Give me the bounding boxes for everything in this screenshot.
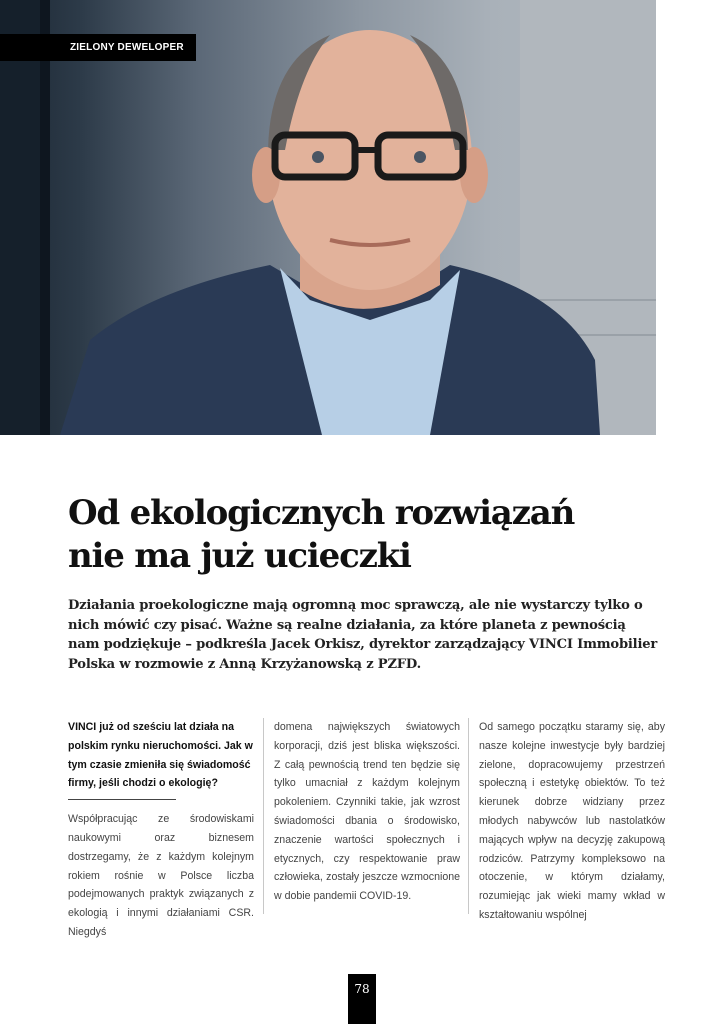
column-3-text: Od samego początku staramy się, aby nasze kolejne inwestycje były bardziej zielone, dopracowujemy przestrzeń społeczną i estetykę obiektów. To też kierunek dobrze widziany przez młodych nabywców lub nastolatków mających wpływ na decyzję zakupową rodziców. Patrzymy kompleksowo na otoczenie, w którym działamy, rozumiejąc jak wieki mamy wkład w kształtowaniu wspólnej	[479, 721, 665, 921]
portrait-photo	[0, 0, 656, 435]
headline-line-1: Od ekologicznych rozwiązań	[68, 493, 575, 533]
column-1-text: Współpracując ze środowiskami naukowymi oraz biznesem dostrzegamy, że z każdym kolejnym rokiem rośnie w Polsce liczba podejmowanych praktyk związanych z ekologią i innymi działaniami CSR. Niegdyś	[68, 813, 254, 938]
article-headline	[68, 492, 668, 578]
question-underline	[68, 799, 176, 800]
interview-question: VINCI już od sześciu lat działa na polskim rynku nieruchomości. Jak w tym czasie zmieniła się świadomość firmy, jeśli chodzi o ekologię?	[68, 721, 253, 790]
article-column-3	[479, 718, 665, 921]
article-column-2	[274, 718, 460, 914]
headline-line-2: nie ma już ucieczki	[68, 536, 411, 576]
article-lead: Działania proekologiczne mają ogromną moc sprawczą, ale nie wystarczy tylko o nich mówić czy pisać. Ważne są realne działania, za które planeta z pewnością nam podziękuje – podkreśla Jacek Orkisz, dyrektor zarządzający VINCI Immobilier Polska w rozmowie z Anną Krzyżanowską z PZFD.	[68, 598, 658, 672]
column-2-text: domena największych światowych korporacji, dziś jest bliska większości. Z całą pewnością trend ten będzie się tylko umacniał z każdym kolejnym pokoleniem. Czynniki takie, jak wzrost świadomości dbania o środowisko, znaczenie wartości społecznych i etycznych, czy respektowanie praw człowieka, zostały jeszcze wzmocnione w dobie pandemii COVID-19.	[274, 721, 460, 903]
column-divider-1	[263, 718, 264, 914]
column-divider-2	[468, 718, 469, 914]
article-column-1	[68, 718, 254, 938]
portrait-illustration	[0, 0, 656, 435]
section-tag: ZIELONY DEWELOPER	[0, 34, 196, 61]
page-number: 78	[348, 974, 376, 1024]
